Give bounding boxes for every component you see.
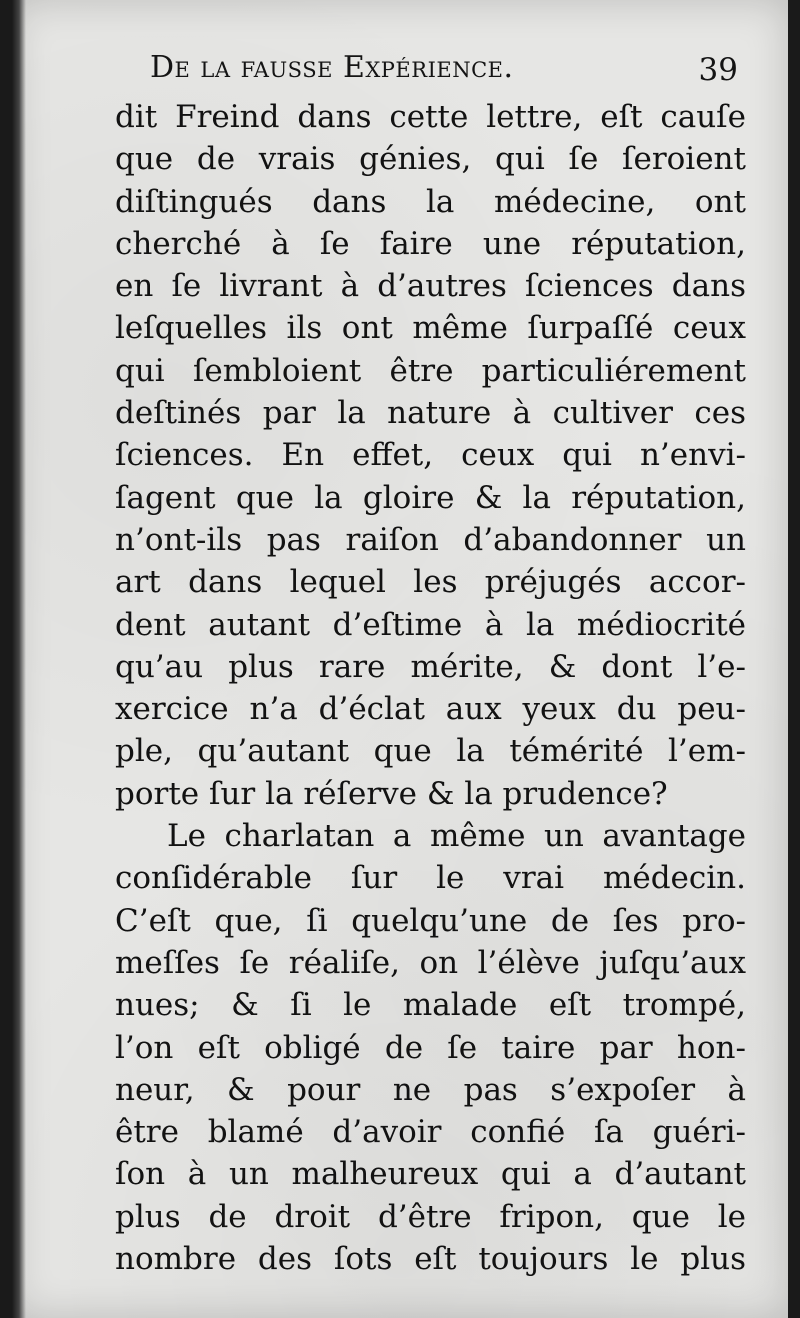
- page-gutter-shadow: [12, 0, 26, 1318]
- running-head: [150, 50, 738, 94]
- text-line: l’on eſt obligé de ſe taire par hon-: [115, 1029, 746, 1066]
- text-line: leſquelles ils ont même ſurpaſſé ceux: [115, 310, 746, 347]
- text-line: être blamé d’avoir confié ſa guéri-: [115, 1114, 746, 1151]
- text-line: ple, qu’autant que la témérité l’em-: [115, 733, 746, 770]
- page-number: 39: [698, 52, 738, 88]
- text-line: n’ont-ils pas raiſon d’abandonner un: [115, 521, 746, 558]
- text-line: nues; & ſi le malade eſt trompé,: [115, 987, 746, 1024]
- text-line: qui ſembloient être particuliérement: [115, 352, 746, 389]
- body-text: [115, 96, 746, 1280]
- text-line: C’eſt que, ſi quelqu’une de ſes pro-: [115, 902, 746, 939]
- text-line: deſtinés par la nature à cultiver ces: [115, 395, 746, 432]
- running-head-title: De la fausse Expérience.: [150, 50, 514, 85]
- text-line: ſagent que la gloire & la réputation,: [115, 479, 746, 516]
- text-line: en ſe livrant à d’autres ſciences dans: [115, 268, 746, 305]
- text-line: xercice n’a d’éclat aux yeux du peu-: [115, 691, 746, 728]
- text-line: que de vrais génies, qui ſe ſeroient: [115, 141, 746, 178]
- text-line: meſſes ſe réaliſe, on l’élève juſqu’aux: [115, 944, 746, 981]
- text-line: ſciences. En effet, ceux qui n’envi-: [115, 437, 746, 474]
- text-line: diſtingués dans la médecine, ont: [115, 183, 746, 220]
- book-page: [12, 0, 788, 1318]
- paragraph-start-line: Le charlatan a même un avantage: [167, 818, 746, 855]
- text-line: nombre des ſots eſt toujours le plus: [115, 1241, 746, 1278]
- text-line: porte ſur la réſerve & la prudence?: [115, 775, 668, 812]
- text-line: dit Freind dans cette lettre, eſt cauſe: [115, 99, 746, 135]
- text-line: conſidérable ſur le vrai médecin.: [115, 860, 746, 897]
- text-line: cherché à ſe faire une réputation,: [115, 225, 746, 262]
- text-line: art dans lequel les préjugés accor-: [115, 564, 746, 601]
- text-line: qu’au plus rare mérite, & dont l’e-: [115, 648, 746, 685]
- text-line: neur, & pour ne pas s’expoſer à: [115, 1071, 746, 1108]
- text-line: ſon à un malheureux qui a d’autant: [115, 1156, 746, 1193]
- text-line: plus de droit d’être fripon, que le: [115, 1198, 746, 1235]
- text-line: dent autant d’eſtime à la médiocrité: [115, 606, 746, 643]
